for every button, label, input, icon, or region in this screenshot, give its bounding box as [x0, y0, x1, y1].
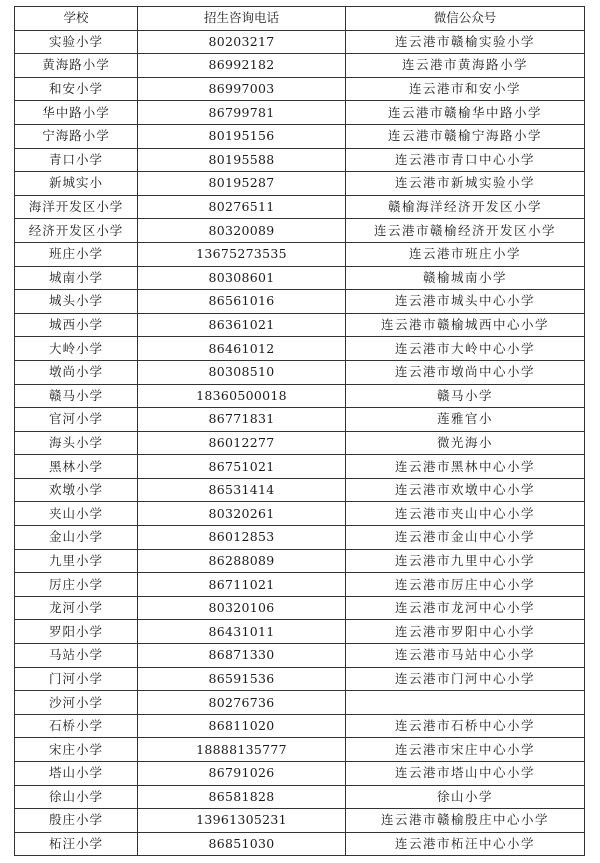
- school-name-cell: 黑林小学: [15, 455, 138, 479]
- school-name-cell: 黄海路小学: [15, 54, 138, 78]
- school-name-cell: 徐山小学: [15, 785, 138, 809]
- phone-cell: 13961305231: [138, 809, 346, 833]
- table-row: [15, 573, 585, 597]
- school-name-cell: 宋庄小学: [15, 738, 138, 762]
- table-header-row: [15, 7, 585, 31]
- table-row: [15, 667, 585, 691]
- header-phone: 招生咨询电话: [138, 7, 346, 31]
- phone-cell: 80195588: [138, 148, 346, 172]
- phone-cell: 80276511: [138, 195, 346, 219]
- wechat-account-cell: 连云港市马站中心小学: [346, 644, 585, 668]
- table-row: [15, 384, 585, 408]
- wechat-account-cell: 连云港市青口中心小学: [346, 148, 585, 172]
- phone-cell: 80320106: [138, 596, 346, 620]
- wechat-account-cell: 连云港市新城实验小学: [346, 172, 585, 196]
- table-row: [15, 549, 585, 573]
- table-row: [15, 714, 585, 738]
- table-row: [15, 124, 585, 148]
- phone-cell: 80195287: [138, 172, 346, 196]
- school-name-cell: 海洋开发区小学: [15, 195, 138, 219]
- phone-cell: 80320261: [138, 502, 346, 526]
- wechat-account-cell: 连云港市赣榆城西中心小学: [346, 313, 585, 337]
- phone-cell: 80308510: [138, 360, 346, 384]
- school-name-cell: 华中路小学: [15, 101, 138, 125]
- school-name-cell: 石桥小学: [15, 714, 138, 738]
- school-name-cell: 新城实小: [15, 172, 138, 196]
- phone-cell: 86751021: [138, 455, 346, 479]
- phone-cell: 18360500018: [138, 384, 346, 408]
- school-name-cell: 九里小学: [15, 549, 138, 573]
- wechat-account-cell: 连云港市龙河中心小学: [346, 596, 585, 620]
- school-name-cell: 城西小学: [15, 313, 138, 337]
- phone-cell: 86461012: [138, 337, 346, 361]
- table-row: [15, 478, 585, 502]
- phone-cell: 86791026: [138, 762, 346, 786]
- wechat-account-cell: 连云港市九里中心小学: [346, 549, 585, 573]
- table-row: [15, 526, 585, 550]
- table-row: [15, 502, 585, 526]
- school-name-cell: 经济开发区小学: [15, 219, 138, 243]
- table-row: [15, 644, 585, 668]
- school-name-cell: 墩尚小学: [15, 360, 138, 384]
- school-name-cell: 欢墩小学: [15, 478, 138, 502]
- table-body: [15, 30, 585, 856]
- school-name-cell: 龙河小学: [15, 596, 138, 620]
- table-row: [15, 455, 585, 479]
- phone-cell: 86581828: [138, 785, 346, 809]
- wechat-account-cell: 连云港市赣榆殷庄中心小学: [346, 809, 585, 833]
- table-row: [15, 691, 585, 715]
- phone-cell: 80308601: [138, 266, 346, 290]
- school-name-cell: 青口小学: [15, 148, 138, 172]
- phone-cell: 86771831: [138, 408, 346, 432]
- phone-cell: 86361021: [138, 313, 346, 337]
- table-row: [15, 219, 585, 243]
- table-row: [15, 77, 585, 101]
- wechat-account-cell: 连云港市班庄小学: [346, 242, 585, 266]
- wechat-account-cell: [346, 691, 585, 715]
- school-name-cell: 厉庄小学: [15, 573, 138, 597]
- wechat-account-cell: 连云港市赣榆华中路小学: [346, 101, 585, 125]
- table-row: [15, 762, 585, 786]
- phone-cell: 13675273535: [138, 242, 346, 266]
- phone-cell: 86799781: [138, 101, 346, 125]
- table-row: [15, 408, 585, 432]
- school-name-cell: 马站小学: [15, 644, 138, 668]
- table-row: [15, 785, 585, 809]
- phone-cell: 86012277: [138, 431, 346, 455]
- table-row: [15, 54, 585, 78]
- wechat-account-cell: 连云港市赣榆实验小学: [346, 30, 585, 54]
- table-row: [15, 809, 585, 833]
- table-row: [15, 596, 585, 620]
- wechat-account-cell: 连云港市赣榆经济开发区小学: [346, 219, 585, 243]
- table-row: [15, 30, 585, 54]
- wechat-account-cell: 赣马小学: [346, 384, 585, 408]
- school-name-cell: 罗阳小学: [15, 620, 138, 644]
- phone-cell: 86851030: [138, 832, 346, 856]
- wechat-account-cell: 连云港市大岭中心小学: [346, 337, 585, 361]
- phone-cell: 86997003: [138, 77, 346, 101]
- table-row: [15, 242, 585, 266]
- wechat-account-cell: 连云港市门河中心小学: [346, 667, 585, 691]
- school-name-cell: 班庄小学: [15, 242, 138, 266]
- header-school: 学校: [15, 7, 138, 31]
- phone-cell: 86871330: [138, 644, 346, 668]
- wechat-account-cell: 莲雅官小: [346, 408, 585, 432]
- school-name-cell: 宁海路小学: [15, 124, 138, 148]
- table-row: [15, 290, 585, 314]
- school-name-cell: 赣马小学: [15, 384, 138, 408]
- phone-cell: 86992182: [138, 54, 346, 78]
- school-name-cell: 大岭小学: [15, 337, 138, 361]
- school-name-cell: 塔山小学: [15, 762, 138, 786]
- table-row: [15, 337, 585, 361]
- phone-cell: 86811020: [138, 714, 346, 738]
- wechat-account-cell: 连云港市塔山中心小学: [346, 762, 585, 786]
- table-row: [15, 313, 585, 337]
- school-contact-table: [14, 6, 585, 856]
- wechat-account-cell: 连云港市柘汪中心小学: [346, 832, 585, 856]
- school-name-cell: 官河小学: [15, 408, 138, 432]
- wechat-account-cell: 赣榆海洋经济开发区小学: [346, 195, 585, 219]
- school-name-cell: 夹山小学: [15, 502, 138, 526]
- phone-cell: 80320089: [138, 219, 346, 243]
- school-name-cell: 殷庄小学: [15, 809, 138, 833]
- wechat-account-cell: 连云港市赣榆宁海路小学: [346, 124, 585, 148]
- wechat-account-cell: 连云港市欢墩中心小学: [346, 478, 585, 502]
- wechat-account-cell: 连云港市墩尚中心小学: [346, 360, 585, 384]
- school-name-cell: 柘汪小学: [15, 832, 138, 856]
- phone-cell: 18888135777: [138, 738, 346, 762]
- school-contact-sheet: [14, 6, 584, 856]
- school-name-cell: 实验小学: [15, 30, 138, 54]
- phone-cell: 80203217: [138, 30, 346, 54]
- school-name-cell: 城头小学: [15, 290, 138, 314]
- table-row: [15, 360, 585, 384]
- wechat-account-cell: 微光海小: [346, 431, 585, 455]
- school-name-cell: 沙河小学: [15, 691, 138, 715]
- table-row: [15, 195, 585, 219]
- table-row: [15, 101, 585, 125]
- table-row: [15, 832, 585, 856]
- wechat-account-cell: 连云港市城头中心小学: [346, 290, 585, 314]
- school-name-cell: 城南小学: [15, 266, 138, 290]
- phone-cell: 80276736: [138, 691, 346, 715]
- phone-cell: 86431011: [138, 620, 346, 644]
- school-name-cell: 门河小学: [15, 667, 138, 691]
- wechat-account-cell: 连云港市夹山中心小学: [346, 502, 585, 526]
- header-wechat: 微信公众号: [346, 7, 585, 31]
- wechat-account-cell: 连云港市宋庄中心小学: [346, 738, 585, 762]
- school-name-cell: 海头小学: [15, 431, 138, 455]
- phone-cell: 86711021: [138, 573, 346, 597]
- phone-cell: 80195156: [138, 124, 346, 148]
- table-row: [15, 266, 585, 290]
- table-row: [15, 431, 585, 455]
- phone-cell: 86531414: [138, 478, 346, 502]
- school-name-cell: 和安小学: [15, 77, 138, 101]
- wechat-account-cell: 赣榆城南小学: [346, 266, 585, 290]
- wechat-account-cell: 连云港市金山中心小学: [346, 526, 585, 550]
- wechat-account-cell: 连云港市罗阳中心小学: [346, 620, 585, 644]
- table-row: [15, 148, 585, 172]
- wechat-account-cell: 连云港市黑林中心小学: [346, 455, 585, 479]
- phone-cell: 86591536: [138, 667, 346, 691]
- phone-cell: 86012853: [138, 526, 346, 550]
- table-row: [15, 620, 585, 644]
- wechat-account-cell: 徐山小学: [346, 785, 585, 809]
- wechat-account-cell: 连云港市和安小学: [346, 77, 585, 101]
- phone-cell: 86561016: [138, 290, 346, 314]
- wechat-account-cell: 连云港市黄海路小学: [346, 54, 585, 78]
- wechat-account-cell: 连云港市厉庄中心小学: [346, 573, 585, 597]
- phone-cell: 86288089: [138, 549, 346, 573]
- table-row: [15, 738, 585, 762]
- wechat-account-cell: 连云港市石桥中心小学: [346, 714, 585, 738]
- school-name-cell: 金山小学: [15, 526, 138, 550]
- table-row: [15, 172, 585, 196]
